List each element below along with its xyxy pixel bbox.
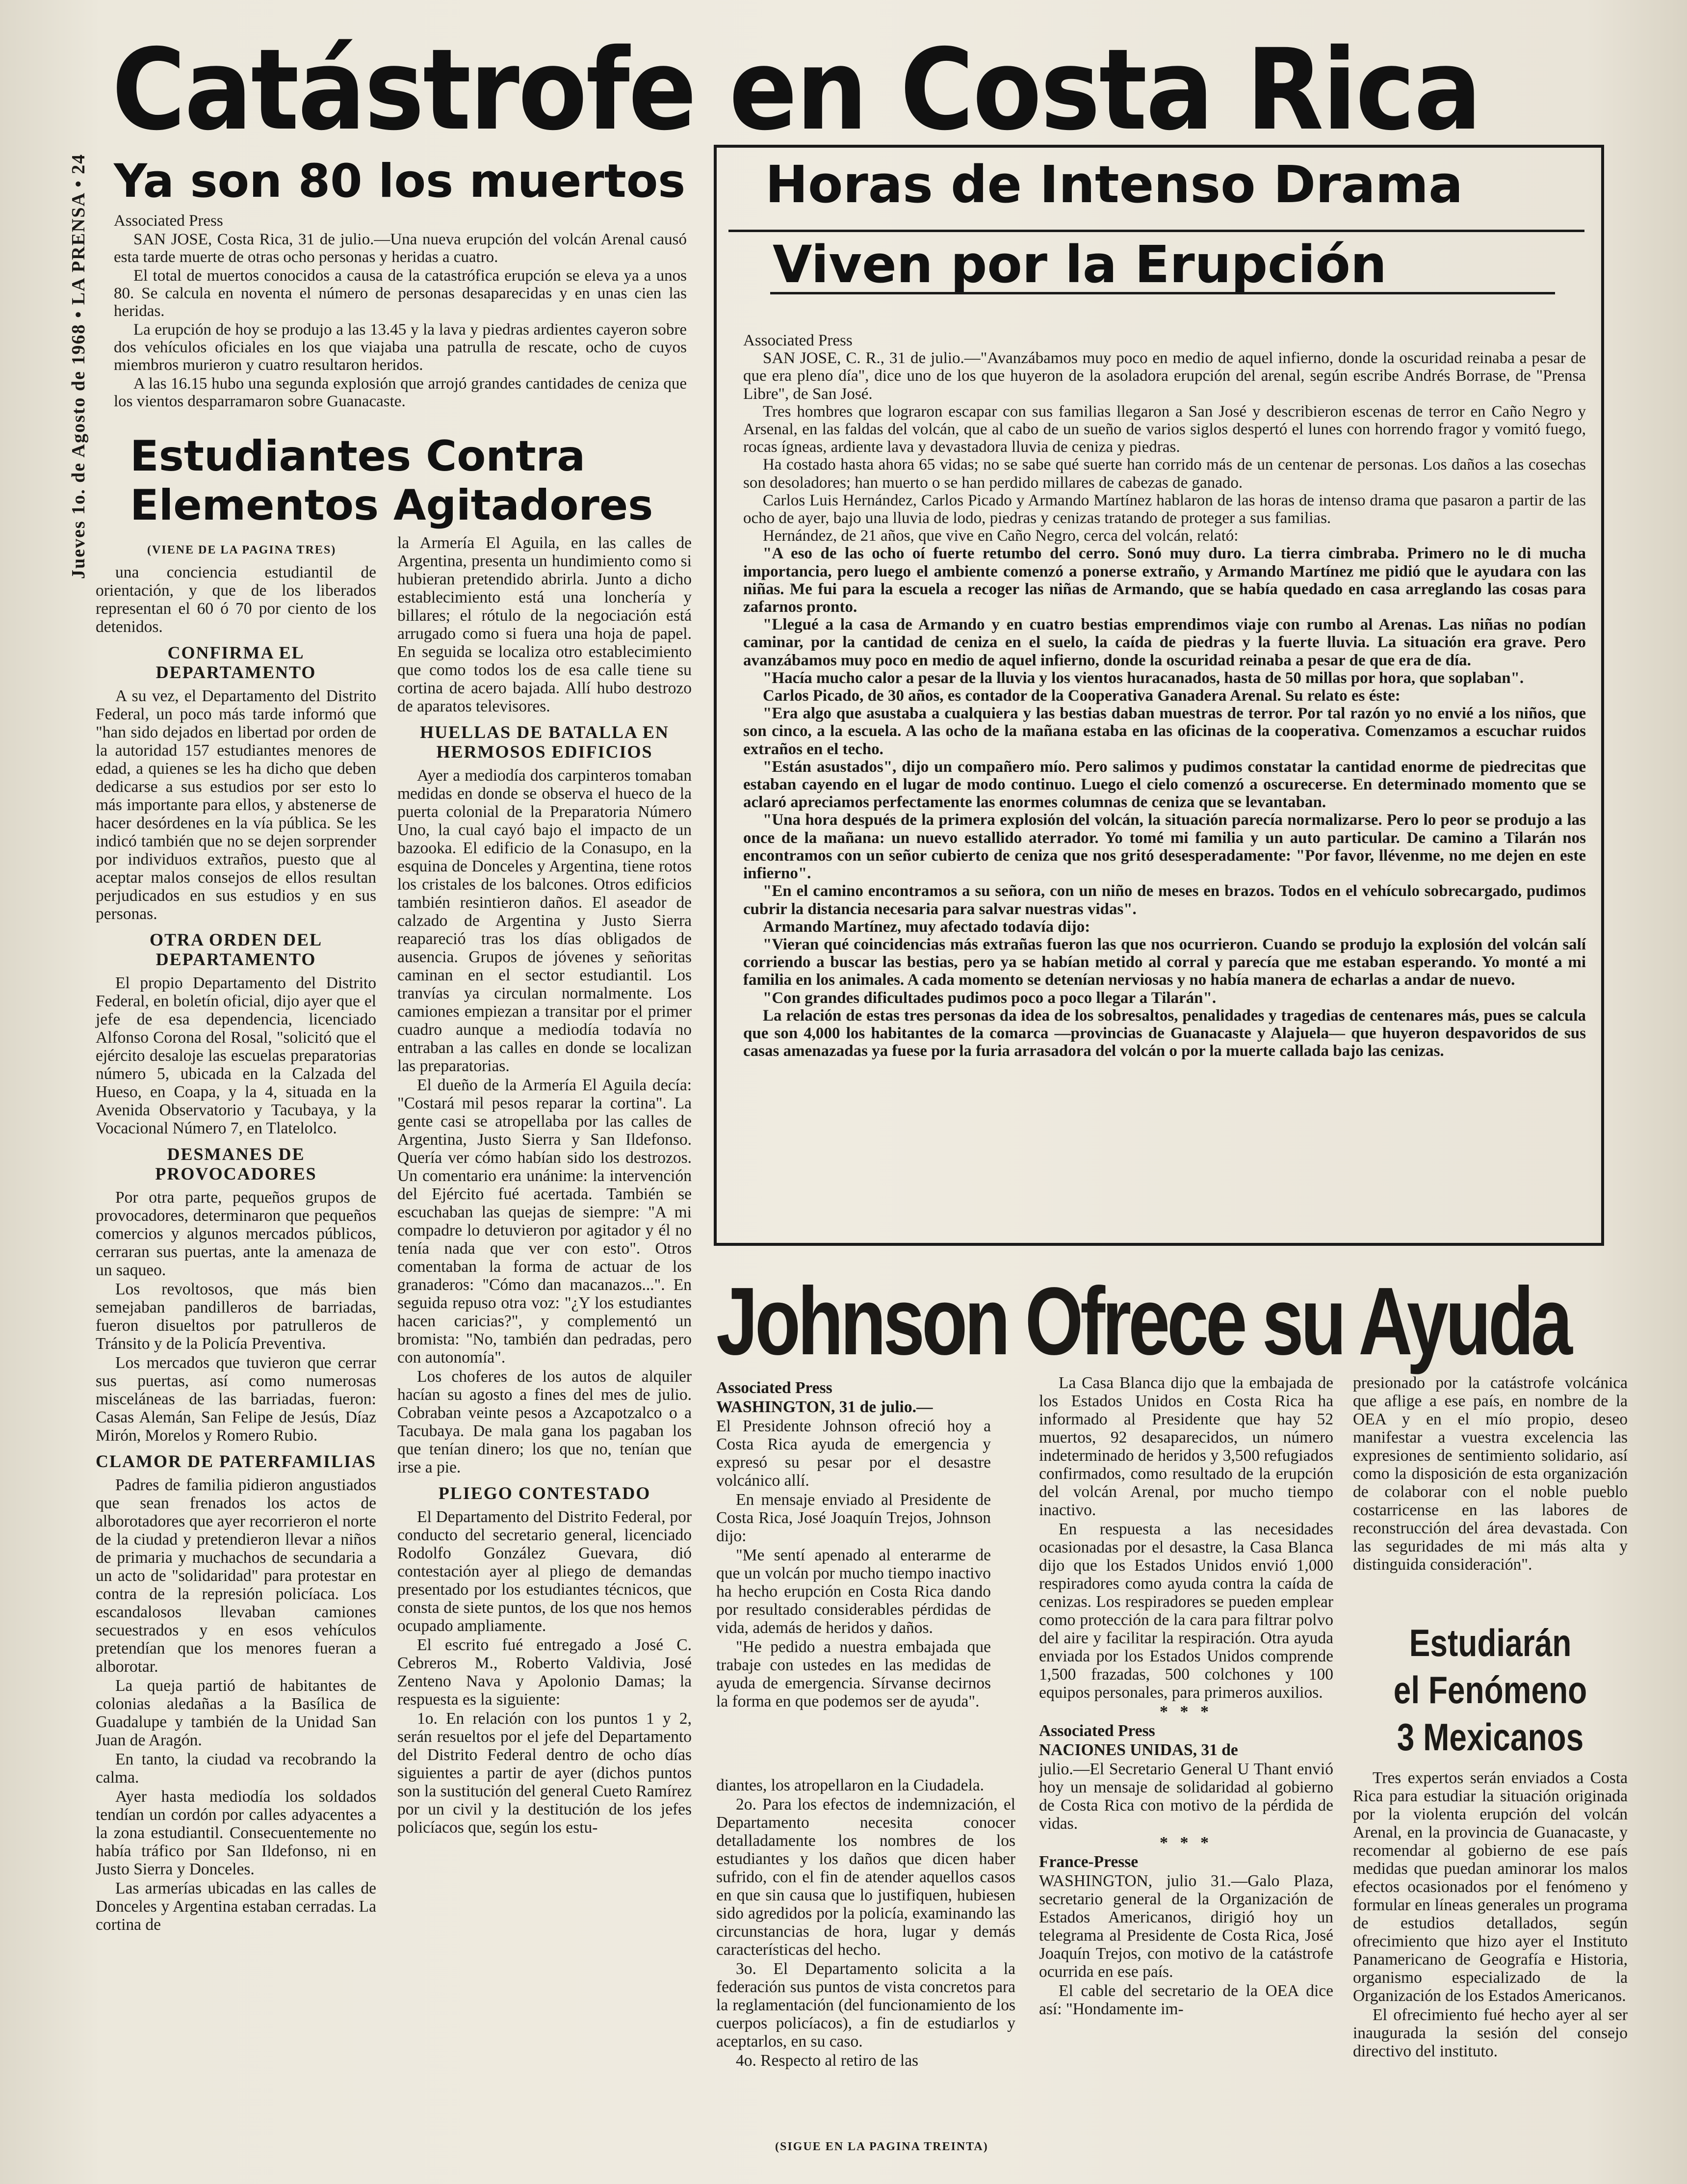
experts-article xyxy=(1353,1769,1628,2061)
article-paragraph: El cable del secretario de la OEA dice así: "Hondamente im- xyxy=(1039,1982,1333,2018)
article-paragraph: Ayer a mediodía dos carpinteros tomaban medidas en donde se observa el hueco de la puerta colonial de la Preparatoria Número Uno, la cual cayó bajo el impacto de un bazooka. El edificio de la Conasupo, en la esquina de Donceles y Argentina, tiene rotos los cristales de los balcones. Otros edificios también resintieron daños. El aseador de calzado de Argentina y Justo Sierra reapareció tras los días obligados de ausencia. Grupos de jóvenes y señoritas caminan en el sector estudiantil. Los tranvías ya circulan normalmente. Los camiones empiezan a transitar por el primer cuadro aunque a mediodía todavía no entraban a las calles en donde se localizan las preparatorias. xyxy=(397,766,692,1075)
section-separator: * * * xyxy=(1160,1834,1213,1852)
deaths-paragraph: SAN JOSE, Costa Rica, 31 de julio.—Una nueva erupción del volcán Arenal causó esta tarde muerte de otras ocho personas y heridas a cuatro. xyxy=(114,231,687,266)
deaths-paragraph: La erupción de hoy se produjo a las 13.45 y la lava y piedras ardientes cayeron sobre dos vehículos oficiales en los que viajaba una patrulla de rescate, ocho de cuyos miembros murieron y cuatro resultaron heridos. xyxy=(114,321,687,374)
drama-article xyxy=(743,332,1586,1060)
students-note: (VIENE DE LA PAGINA TRES) xyxy=(147,544,337,556)
article-paragraph: 1o. En relación con los puntos 1 y 2, serán resueltos por el jefe del Departamento del Distrito Federal dentro de ocho días siguientes a partir de ayer (dichos puntos son la sustitución del general Cueto Ramírez por un civil y la destitución de los jefes policíacos que, según los estu- xyxy=(397,1710,692,1837)
article-paragraph: la Armería El Aguila, en las calles de Argentina, presenta un hundimiento como si hubieran pretendido abrirla. Junto a dicho establecimiento está una lonchería y billares; el rótulo de la negociación está arrugado como si fuera una hoja de papel. En seguida se localiza otro establecimiento que como todos los de esa calle tiene su cortina de acero bajada. Allí hubo destrozo de aparatos televisores. xyxy=(397,534,692,715)
section-heading: OTRA ORDEN DEL DEPARTAMENTO xyxy=(149,930,323,969)
deaths-credit: Associated Press xyxy=(114,212,223,230)
drama-paragraph: "Vieran qué coincidencias más extrañas fueron las que nos ocurrieron. Cuando se produjo la explosión del volcán salí corriendo a buscar las bestias, pero ya se habían metido al corral y parecía que me estaban esperando. Yo monté a mi familia en los animales. A cada momento se detenían nerviosas y no había manera de echarlas a andar de nuevo. xyxy=(743,935,1586,989)
drama-paragraph: "Están asustados", dijo un compañero mío. Pero salimos y pudimos constatar la cantidad enorme de piedrecitas que estaban cayendo en el lugar de modo continuo. Luego el cielo comenzó a oscurecerse. En determinado momento que se aclaró apreciamos perfectamente las enormes columnas de ceniza que se levantaban. xyxy=(743,758,1586,812)
drama-paragraph: "Hacía mucho calor a pesar de la lluvia y los vientos huracanados, hasta de 50 millas por hora, que soplaban". xyxy=(763,669,1524,687)
drama-paragraph: "Una hora después de la primera explosión del volcán, la situación parecía normalizarse. Pero lo peor se produjo a las once de la mañana: un nuevo estallido aterrador. Yo tomé mi familia y un auto particular. De camino a Tilarán nos encontramos con un señor cubierto de ceniza que nos gritó desesperadamente: "Por favor, llévenme, no me dejen en este infierno". xyxy=(743,811,1586,883)
section-heading: PLIEGO CONTESTADO xyxy=(438,1483,651,1503)
drama-paragraph: "A eso de las ocho oí fuerte retumbo del cerro. Sonó muy duro. La tierra cimbraba. Primero no le di mucha importancia, pero luego el ambiente comenzó a ponerse extraño, y Armando Martínez me pidió que le ayudara con las niñas. Me fui para la escuela a recoger las niñas de Armando, que se había quedado en casa arreglando las cosas para zafarnos pronto. xyxy=(743,545,1586,616)
section-heading: CONFIRMA EL DEPARTAMENTO xyxy=(156,643,316,682)
dateline: Associated Press xyxy=(716,1379,832,1397)
deaths-paragraph: A las 16.15 hubo una segunda explosión que arrojó grandes cantidades de ceniza que los vientos desparramaron sobre Guanacaste. xyxy=(114,375,687,410)
article-paragraph: una conciencia estudiantil de orientación, y que de los liberados representan el 60 ó 70 por ciento de los detenidos. xyxy=(96,563,376,636)
deaths-article xyxy=(114,212,687,411)
drama-paragraph: "En el camino encontramos a su señora, con un niño de meses en brazos. Todos en el vehículo sobrecargado, pudimos cubrir la distancia necesaria para salvar nuestras vidas". xyxy=(743,882,1586,918)
johnson-headline: Johnson Ofrece su Ayuda xyxy=(716,1267,1570,1375)
experts-headline-line: el Fenómeno xyxy=(1393,1668,1587,1711)
students-column-3 xyxy=(716,1776,1015,2071)
johnson-column-2 xyxy=(1039,1374,1333,2019)
article-paragraph: La Casa Blanca dijo que la embajada de los Estados Unidos en Costa Rica ha informado al Presidente que hay 52 muertos, 92 desaparecidos, un número indeterminado de heridos y 3,500 refugiados confirmados, como resultado de la erupción del volcán Arenal, por mucho tiempo inactivo. xyxy=(1039,1374,1333,1519)
article-paragraph: Los mercados que tuvieron que cerrar sus puertas, así como numerosas misceláneas de las barriadas, fueron: Casas Alemán, San Felipe de Jesús, Díaz Mirón, Morelos y Romero Rubio. xyxy=(96,1354,376,1445)
dateline: Associated Press xyxy=(1039,1722,1155,1740)
students-continued-note: (SIGUE EN LA PAGINA TREINTA) xyxy=(775,2140,988,2153)
page-side-label xyxy=(59,69,98,579)
drama-paragraph: Hernández, de 21 años, que vive en Caño Negro, cerca del volcán, relató: xyxy=(763,527,1239,545)
drama-paragraph: "Con grandes dificultades pudimos poco a poco llegar a Tilarán". xyxy=(763,989,1217,1007)
article-paragraph: 3o. El Departamento solicita a la federación sus puntos de vista concretos para la reglamentación (del funcionamiento de los cuerpos policíacos), a fin de estudiarlos y aceptarlos, en su caso. xyxy=(716,1960,1015,2051)
deaths-paragraph: El total de muertos conocidos a causa de la catastrófica erupción se eleva ya a unos 80. Se calcula en noventa el número de personas desaparecidas y en unas cien las heridas. xyxy=(114,267,687,320)
article-paragraph: En respuesta a las necesidades ocasionadas por el desastre, la Casa Blanca dijo que los Estados Unidos envió 1,000 respiradores como ayuda contra la caída de cenizas. Los respiradores se pueden emplear como protección de la cara para filtrar polvo del aire y facilitar la respiración. Otra ayuda enviada por los Estados Unidos comprende 1,500 frazadas, 500 colchones y 100 equipos personales, para primeros auxilios. xyxy=(1039,1520,1333,1702)
drama-paragraph: Carlos Luis Hernández, Carlos Picado y Armando Martínez hablaron de las horas de intenso drama que pasaron a partir de las ocho de ayer, bajo una lluvia de lodo, piedras y cenizas tratando de proteger a sus familias. xyxy=(743,491,1586,527)
deaths-headline: Ya son 80 los muertos xyxy=(114,155,686,208)
dateline: WASHINGTON, 31 de julio.— xyxy=(716,1398,933,1416)
experts-headline xyxy=(1377,1619,1603,1761)
drama-headline-line-2: Viven por la Erupción xyxy=(773,235,1387,294)
drama-paragraph: Armando Martínez, muy afectado todavía dijo: xyxy=(763,918,1090,936)
students-headline-line: Estudiantes Contra xyxy=(130,432,586,481)
drama-paragraph: "Llegué a la casa de Armando y en cuatro bestias emprendimos viaje con rumbo al Arenas. Las niñas no podían caminar, por la cantidad de ceniza en el suelo, la caída de piedras y la fuerte lluvia. La situación era grave. Pero avanzábamos muy poco en medio de aquel infierno, donde la oscuridad reinaba a pesar de que era de día. xyxy=(743,616,1586,669)
students-column-1 xyxy=(96,563,376,1935)
drama-headline-underline xyxy=(770,292,1555,294)
article-paragraph: El escrito fué entregado a José C. Cebreros M., Roberto Valdivia, José Zenteno Nava y Apolonio Damas; la respuesta es la siguiente: xyxy=(397,1636,692,1709)
article-paragraph: El dueño de la Armería El Aguila decía: "Costará mil pesos reparar la cortina". La gente casi se atropellaba por las calles de Argentina, Justo Sierra y San Ildefonso. Quería ver cómo habían sido los destrozos. Un comentario era unánime: la intervención del Ejército fué acertada. También se escuchaban las quejas de siempre: "A mi compadre lo detuvieron por agitador y él no tenía nada que ver con esto". Otros comentaban la forma de actuar de los granaderos: "Cómo dan macanazos...". En seguida repuso otra voz: "¿Y los estudiantes hacen caricias?", y complementó un bromista: "No, también dan pedradas, pero con autonomía". xyxy=(397,1076,692,1367)
article-paragraph: presionado por la catástrofe volcánica que aflige a ese país, en nombre de la OEA y en el mío propio, deseo manifestar a vuestra excelencia las expresiones de sentimiento solidario, así como la disposición de esta organización de colaborar con el noble pueblo costarricense en las labores de reconstrucción del área devastada. Con las seguridades de mi más alta y distinguida consideración". xyxy=(1353,1374,1628,1574)
article-paragraph: Por otra parte, pequeños grupos de provocadores, determinaron que pequeños comercios y algunos mercados públicos, cerraran sus puertas, ante la amenaza de un saqueo. xyxy=(96,1188,376,1279)
students-headline-line: Elementos Agitadores xyxy=(130,481,653,530)
experts-paragraph: El ofrecimiento fué hecho ayer al ser inaugurada la sesión del consejo directivo del instituto. xyxy=(1353,2006,1628,2060)
drama-credit: Associated Press xyxy=(743,332,853,349)
article-paragraph: La queja partió de habitantes de colonias aledañas a la Basílica de Guadalupe y también de la Unidad San Juan de Aragón. xyxy=(96,1677,376,1749)
students-column-2 xyxy=(397,534,692,1838)
drama-headline-line-1: Horas de Intenso Drama xyxy=(765,155,1463,214)
article-paragraph: Las armerías ubicadas en las calles de Donceles y Argentina estaban cerradas. La cortina de xyxy=(96,1879,376,1934)
drama-headline-divider xyxy=(728,230,1584,232)
side-label-text: Jueves 1o. de Agosto de 1968 • LA PRENSA • 24 xyxy=(68,153,89,579)
experts-paragraph: Tres expertos serán enviados a Costa Rica para estudiar la situación originada por la violenta erupción del volcán Arenal, en la provincia de Guanacaste, y recomendar al gobierno de ese país medidas que puedan aminorar los malos efectos ocasionados por el fenómeno y formular en líneas generales un programa de estudios detallados, según ofrecimiento que hizo ayer el Instituto Panamericano de Geografía e Historia, organismo especializado de la Organización de los Estados Americanos. xyxy=(1353,1769,1628,2005)
drama-paragraph: Carlos Picado, de 30 años, es contador de la Cooperativa Ganadera Arenal. Su relato es éste: xyxy=(763,687,1401,705)
section-heading: DESMANES DE PROVOCADORES xyxy=(155,1144,317,1184)
article-paragraph: 2o. Para los efectos de indemnización, el Departamento necesita conocer detalladamente los nombres de los estudiantes y los daños que dicen haber sufrido, con el fin de atender aquellos casos en que sin causa que lo justifiquen, hubiesen sido agredidos por la policía, examinando las circunstancias de hora, lugar y demás características del hecho. xyxy=(716,1795,1015,1959)
experts-headline-line: 3 Mexicanos xyxy=(1397,1715,1584,1759)
dateline: NACIONES UNIDAS, 31 de xyxy=(1039,1741,1238,1759)
drama-paragraph: La relación de estas tres personas da idea de los sobresaltos, penalidades y tragedias de centenares más, pues se calcula que son 4,000 los habitantes de la comarca —provincias de Guanacaste y Alajuela— que huyeron despavoridos de sus casas amenazadas ya fuese por la furia arrasadora del volcán o por la muerte callada bajo las cenizas. xyxy=(743,1006,1586,1060)
drama-paragraph: SAN JOSE, C. R., 31 de julio.—"Avanzábamos muy poco en medio de aquel infierno, donde la oscuridad reinaba a pesar de que era pleno día", dice uno de los que huyeron de la asoladora erupción del arenal, según escribe Andrés Borrase, de "Prensa Libre", de San José. xyxy=(743,349,1586,403)
drama-paragraph: "Era algo que asustaba a cualquiera y las bestias daban muestras de terror. Por tal razón yo no envié a los niños, que son cinco, a la escuela. A las ocho de la mañana estaba en las oficinas de la cooperativa. Comenzamos a escuchar ruidos extraños en el techo. xyxy=(743,705,1586,758)
article-paragraph: julio.—El Secretario General U Thant envió hoy un mensaje de solidaridad al gobierno de Costa Rica con motivo de la pérdida de vidas. xyxy=(1039,1760,1333,1833)
article-paragraph: 4o. Respecto al retiro de las xyxy=(736,2052,919,2070)
johnson-column-1 xyxy=(716,1379,991,1711)
section-separator: * * * xyxy=(1160,1703,1213,1721)
article-paragraph: A su vez, el Departamento del Distrito Federal, un poco más tarde informó que "han sido dejados en libertad por orden de la autoridad 157 estudiantes menores de edad, a quienes se les ha dicho que deben dedicarse a sus estudios por ser esto lo más importante para ellos, y abstenerse de hacer desórdenes en la vía pública. Se les indicó también que no se dejen sorprender por individuos extraños, puesto que al aceptar malos consejos de ellos resultan perjudicados en sus estudios y en sus personas. xyxy=(96,687,376,923)
students-headline xyxy=(130,432,653,530)
article-paragraph: "He pedido a nuestra embajada que trabaje con ustedes en las medidas de ayuda de emergencia. Sírvanse decirnos la forma en que podemos ser de ayuda". xyxy=(716,1638,991,1710)
section-heading: CLAMOR DE PATERFAMILIAS xyxy=(96,1451,377,1471)
article-paragraph: El Departamento del Distrito Federal, por conducto del secretario general, licenciado Rodolfo González Guevara, dió contestación ayer al pliego de demandas presentado por los estudiantes técnicos, que consta de siete puntos, de los que nos hemos ocupado ampliamente. xyxy=(397,1508,692,1635)
section-heading: HUELLAS DE BATALLA EN HERMOSOS EDIFICIOS xyxy=(420,722,669,762)
drama-paragraph: Ha costado hasta ahora 65 vidas; no se sabe qué suerte han corrido más de un centenar de personas. Los daños a las cosechas son desoladores; han muerto o se han perdido millares de cabezas de ganado. xyxy=(743,456,1586,492)
article-paragraph: En tanto, la ciudad va recobrando la calma. xyxy=(96,1750,376,1787)
article-paragraph: Los revoltosos, que más bien semejaban pandilleros de barriadas, fueron disueltos por patrulleros de Tránsito y de la Policía Preventiva. xyxy=(96,1280,376,1353)
article-paragraph: WASHINGTON, julio 31.—Galo Plaza, secretario general de la Organización de Estados Americanos, dirigió hoy un telegrama al Presidente de Costa Rica, José Joaquín Trejos, con motivo de la catástrofe ocurrida en ese país. xyxy=(1039,1872,1333,1981)
article-paragraph: El propio Departamento del Distrito Federal, en boletín oficial, dijo ayer que el jefe de esa dependencia, licenciado Alfonso Corona del Rosal, "solicitó que el ejército desaloje las escuelas preparatorias número 5, ubicada en la Calzada del Hueso, en Coapa, y la 4, situada en la Avenida Observatorio y Tacubaya, y la Vocacional Número 7, en Tlatelolco. xyxy=(96,974,376,1137)
drama-paragraph: Tres hombres que lograron escapar con sus familias llegaron a San José y describieron escenas de terror en Caño Negro y Arsenal, en las faldas del volcán, que al cabo de un sueño de varios siglos despertó el lunes con horrendo fragor y vomitó fuego, rocas ígneas, ardiente lava y devastadora lluvia de ceniza y piedras. xyxy=(743,402,1586,456)
article-paragraph: El Presidente Johnson ofreció hoy a Costa Rica ayuda de emergencia y expresó su pesar por el desastre volcánico allí. xyxy=(716,1417,991,1490)
experts-headline-line: Estudiarán xyxy=(1409,1621,1572,1664)
article-paragraph: "Me sentí apenado al enterarme de que un volcán por mucho tiempo inactivo ha hecho erupción en Costa Rica dando por resultado considerables pérdidas de vida, además de heridos y daños. xyxy=(716,1546,991,1637)
johnson-column-3 xyxy=(1353,1374,1628,1575)
dateline: France-Presse xyxy=(1039,1853,1139,1871)
article-paragraph: diantes, los atropellaron en la Ciudadela. xyxy=(716,1776,985,1794)
article-paragraph: Los choferes de los autos de alquiler hacían su agosto a fines del mes de julio. Cobraban veinte pesos a Azcapotzalco o a Tacubaya. De mala gana los pagaban los que tenían dinero; los que no, tenían que irse a pie. xyxy=(397,1368,692,1476)
article-paragraph: Padres de familia pidieron angustiados que sean frenados los actos de alborotadores que ayer recorrieron el norte de la ciudad y pretendieron llevar a niños de primaria y muchachos de secundaria a un acto de "solidaridad" para protestar en contra de la represión policíaca. Los escandalosos llevaban camiones secuestrados y en esos vehículos pretendían que los menores fueran a alborotar. xyxy=(96,1476,377,1676)
article-paragraph: Ayer hasta mediodía los soldados tendían un cordón por calles adyacentes a la zona estudiantil. Consecuentemente no había tráfico por San Ildefonso, ni en Justo Sierra y Donceles. xyxy=(96,1788,376,1878)
article-paragraph: En mensaje enviado al Presidente de Costa Rica, José Joaquín Trejos, Johnson dijo: xyxy=(716,1491,991,1545)
main-headline: Catástrofe en Costa Rica xyxy=(112,25,1480,155)
